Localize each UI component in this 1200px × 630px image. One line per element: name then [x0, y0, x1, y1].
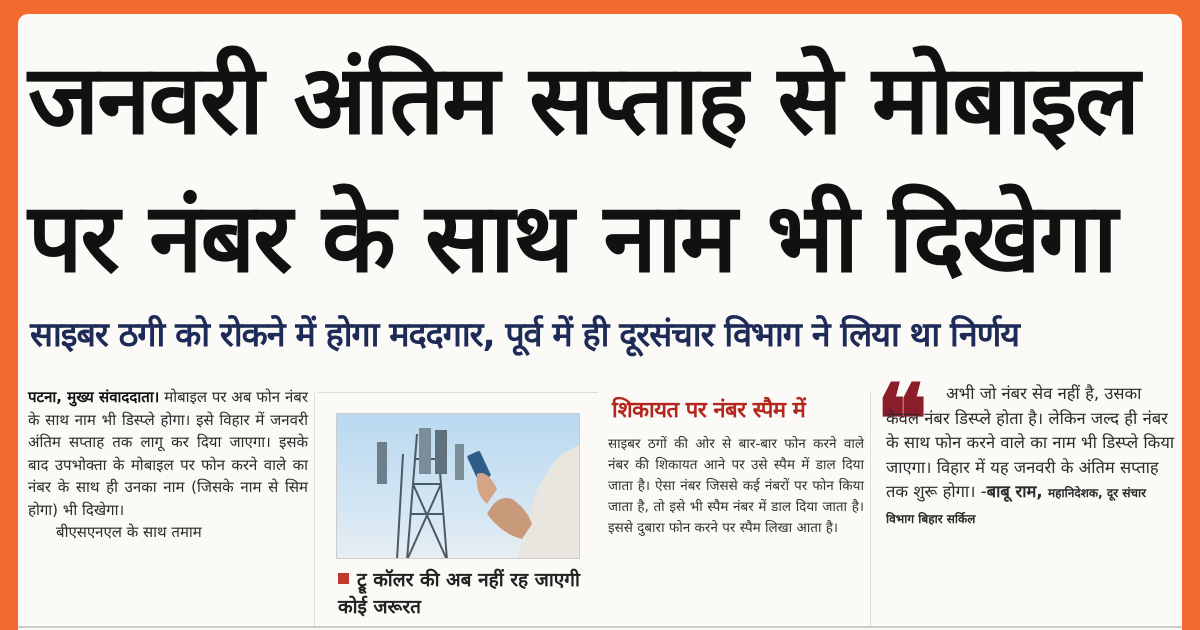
headline-line-1: जनवरी अंतिम सप्ताह से मोबाइल	[28, 44, 1139, 156]
subheadline: साइबर ठगी को रोकने में होगा मददगार, पूर्व में ही दूरसंचार विभाग ने लिया था निर्णय	[30, 315, 1019, 355]
article-para-1	[28, 386, 308, 521]
bottom-rule	[18, 626, 1182, 628]
sidebar-body: साइबर ठगों की ओर से बार-बार फोन करने वाले नंबर की शिकायत आने पर उसे स्पैम में डाल दिया जाता है। ऐसा नंबर जिससे कई नंबरों पर फोन किया जाता है, तो इसे भी स्पैम नंबर में डाल दिया जाता है। इससे दुबारा फोन करने पर स्पैम लिखा आता है।	[608, 436, 864, 536]
quote-text: अभी जो नंबर सेव नहीं है, उसका केवल नंबर डिस्प्ले होता है। लेकिन जल्द ही नंबर के साथ फोन करने वाले का नाम भी डिस्प्ले किया जाएगा। विहार में यह जनवरी के अंतिम सप्ताह तक शुरू होगा। -	[886, 384, 1175, 501]
bullet-square-icon	[338, 573, 349, 584]
quote-block	[886, 382, 1178, 531]
dateline: पटना, मुख्य संवाददाता।	[28, 388, 160, 406]
quote-speaker: बाबू राम,	[986, 482, 1043, 501]
photo-caption: ट्रू कॉलर की अब नहीं रह जाएगी कोई जरूरत	[338, 569, 580, 618]
quote-mark-icon: ❝	[876, 363, 928, 476]
cell-tower-photo	[336, 413, 580, 559]
photo-section	[318, 392, 598, 628]
article-para-2: बीएसएनएल के साथ तमाम	[56, 523, 202, 541]
article-text-1: मोबाइल पर अब फोन नंबर के साथ नाम भी डिस्प्ले होगा। इसे विहार में जनवरी अंतिम सप्ताह तक लागू कर दिया जाएगा। इसके बाद उपभोक्ता के मोबाइल पर फोन करने वाले का नंबर के साथ ही उनका नाम (जिसके नाम से सिम होगा) भी दिखेगा।	[28, 388, 308, 519]
newspaper-clipping	[18, 14, 1182, 630]
article-column	[28, 386, 308, 544]
quote-designation: महानिदेशक, दूर संचार विभाग बिहार सर्किल	[886, 486, 1147, 526]
column-divider	[870, 392, 871, 628]
cell-tower-illustration	[337, 414, 580, 559]
column-divider	[314, 392, 315, 628]
sidebar-title: शिकायत पर नंबर स्पैम में	[612, 398, 806, 423]
headline-line-2: पर नंबर के साथ नाम भी दिखेगा	[28, 182, 1116, 294]
